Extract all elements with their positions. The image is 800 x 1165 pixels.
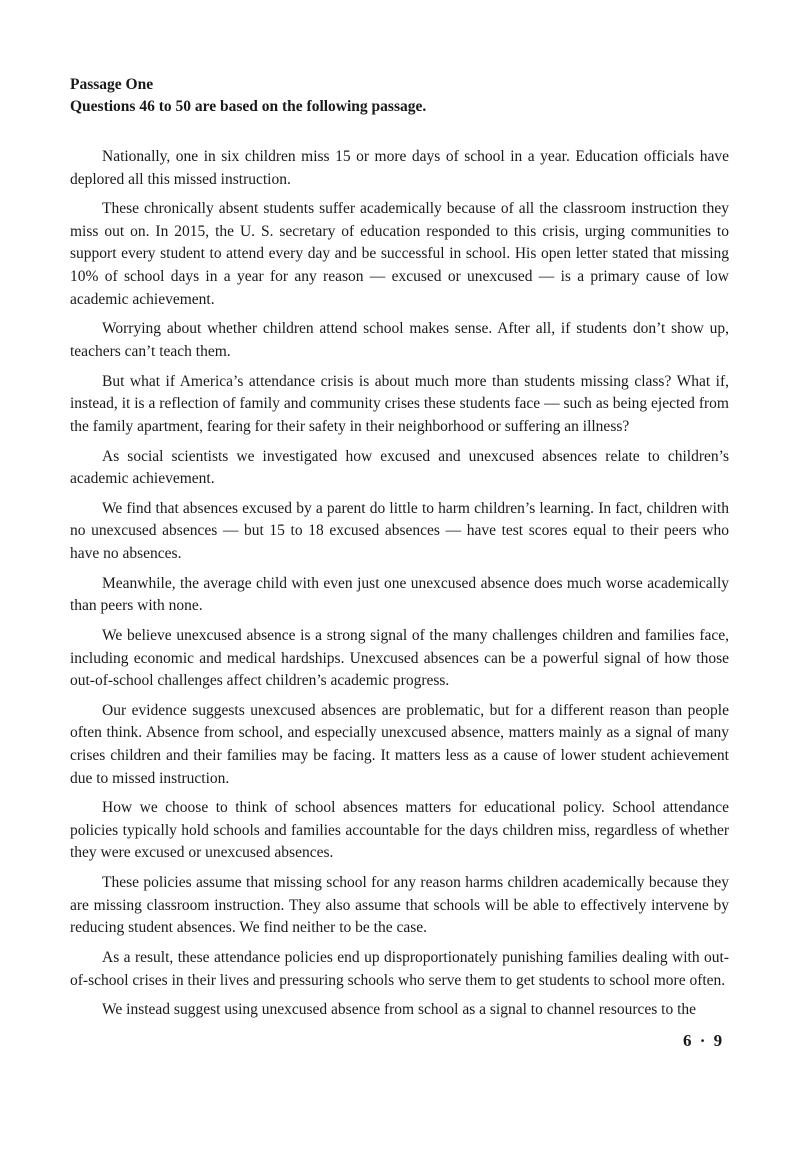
paragraph: These policies assume that missing school for any reason harms children academically because they are missing classroom instruction. They also assume that schools will be able to effectively intervene by reducing student absences. We find neither to be the case. bbox=[70, 874, 729, 937]
paragraph: As a result, these attendance policies end up disproportionately punishing families dealing with out-of-school crises in their lives and pressuring schools who serve them to get students to school more often. bbox=[70, 949, 729, 989]
paragraph: But what if America’s attendance crisis is about much more than students missing class? What if, instead, it is a reflection of family and community crises these students face — such as being ejected from the family apartment, fearing for their safety in their neighborhood or suffering an illness? bbox=[70, 372, 729, 435]
paragraph: We believe unexcused absence is a strong signal of the many challenges children and families face, including economic and medical hardships. Unexcused absences can be a powerful signal of how those out-of-school challenges affect children’s academic progress. bbox=[70, 626, 729, 690]
paragraph: These chronically absent students suffer academically because of all the classroom instruction they miss out on. In 2015, the U. S. secretary of education responded to this crisis, urging communities to support every student to attend every day and be successful in school. His open letter stated that missing 10% of school days in a year for any reason — excused or unexcused — is a primary cause of low academic achievement. bbox=[70, 200, 729, 308]
passage-body bbox=[70, 146, 729, 1022]
paragraph: Nationally, one in six children miss 15 or more days of school in a year. Education officials have deplored all this missed instruction. bbox=[70, 148, 729, 188]
passage-title: Passage One bbox=[70, 76, 154, 93]
paragraph: How we choose to think of school absences matters for educational policy. School attendance policies typically hold schools and families accountable for the days children miss, regardless of whether they were excused or unexcused absences. bbox=[70, 799, 729, 862]
paragraph: Our evidence suggests unexcused absences are problematic, but for a different reason than people often think. Absence from school, and especially unexcused absence, matters mainly as a signal of many crises children and their families may be facing. It matters less as a cause of lower student achievement due to missed instruction. bbox=[70, 701, 729, 787]
paragraph: We find that absences excused by a parent do little to harm children’s learning. In fact, children with no unexcused absences — but 15 to 18 excused absences — have test scores equal to their peers who have no absences. bbox=[70, 499, 729, 562]
paragraph: Worrying about whether children attend school makes sense. After all, if students don’t show up, teachers can’t teach them. bbox=[70, 320, 729, 360]
paragraph: Meanwhile, the average child with even just one unexcused absence does much worse academically than peers with none. bbox=[70, 574, 729, 615]
passage-page bbox=[70, 74, 729, 1029]
question-instruction: Questions 46 to 50 are based on the following passage. bbox=[70, 98, 427, 115]
page-number: 6 · 9 bbox=[683, 1031, 725, 1050]
paragraph: We instead suggest using unexcused absence from school as a signal to channel resources to the bbox=[102, 1001, 697, 1019]
paragraph: As social scientists we investigated how excused and unexcused absences relate to children’s academic achievement. bbox=[70, 447, 729, 488]
